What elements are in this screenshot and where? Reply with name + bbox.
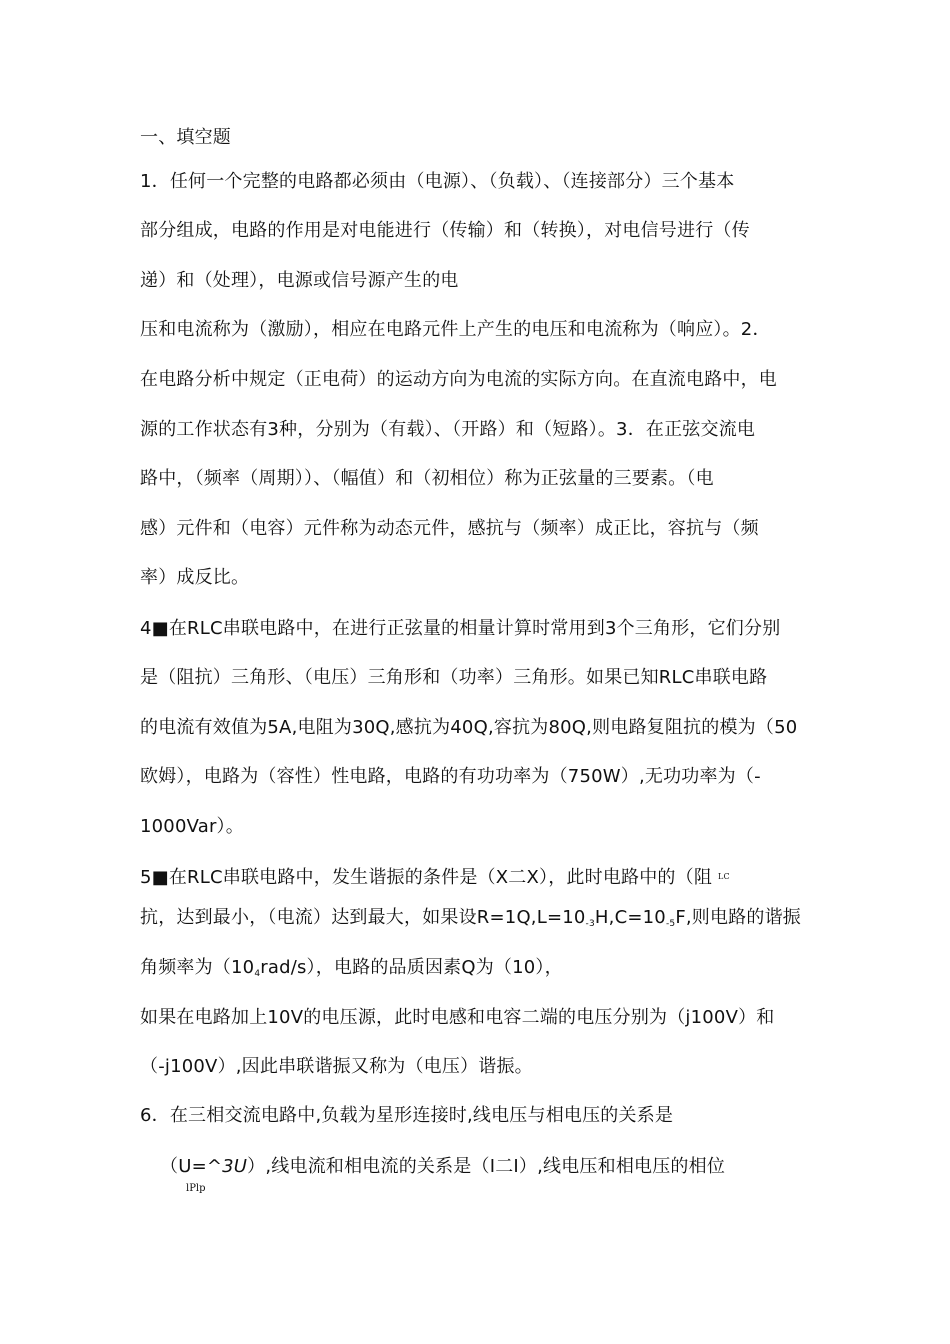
text-line-19: （-j100V）,因此串联谐振又称为（电压）谐振。: [140, 1056, 533, 1077]
text-line-18: 如果在电路加上10V的电压源，此时电感和电容二端的电压分别为（j100V）和: [140, 1007, 775, 1028]
text-line-4: 压和电流称为（激励），相应在电路元件上产生的电压和电流称为（响应）。2．: [140, 319, 771, 340]
text-line-15-subscript: LC: [718, 872, 730, 881]
text-line-21-part-b: ）,线电流和相电流的关系是（I二I）,线电压和相电压的相位: [247, 1156, 726, 1177]
text-line-16-part-a: 抗，达到最小，（电流）达到最大，如果设R=1Q,L=10: [140, 907, 586, 928]
text-line-16-part-b: H,C=10: [594, 907, 666, 928]
text-line-15: [140, 865, 730, 890]
text-line-1: 1．任何一个完整的电路都必须由（电源）、（负载）、（连接部分）三个基本: [140, 171, 735, 192]
text-line-14: 1000Var）。: [140, 816, 244, 837]
text-line-7: 路中，（频率（周期））、（幅值）和（初相位）称为正弦量的三要素。（电: [140, 468, 714, 489]
text-line-21: [160, 1155, 725, 1179]
text-line-9: 率）成反比。: [140, 567, 250, 588]
section-title: 一、填空题: [140, 127, 231, 148]
text-line-13: 欧姆），电路为（容性）性电路，电路的有功功率为（750W）,无功功率为（-: [140, 766, 761, 787]
text-line-12: 的电流有效值为5A,电阻为30Q,感抗为40Q,容抗为80Q,则电路复阻抗的模为（50: [140, 717, 798, 738]
text-line-3: 递）和（处理），电源或信号源产生的电: [140, 270, 459, 291]
text-line-8: 感）元件和（电容）元件称为动态元件，感抗与（频率）成正比，容抗与（频: [140, 518, 759, 539]
text-line-15-main: 5■在RLC串联电路中，发生谐振的条件是（X二X），此时电路中的（阻: [140, 867, 713, 888]
text-line-16: [140, 906, 801, 936]
text-line-21-subscript-note: lPlp: [186, 1183, 206, 1194]
text-line-20: 6．在三相交流电路中,负载为星形连接时,线电压与相电压的关系是: [140, 1105, 674, 1126]
text-line-17-sub: 4: [254, 969, 261, 979]
text-line-10: 4■在RLC串联电路中，在进行正弦量的相量计算时常用到3个三角形，它们分别: [140, 618, 781, 639]
text-line-21-formula: ^3U: [206, 1156, 248, 1177]
text-line-17: [140, 956, 563, 986]
text-line-11: 是（阻抗）三角形、（电压）三角形和（功率）三角形。如果已知RLC串联电路: [140, 667, 768, 688]
text-line-16-part-c: F,则电路的谐振: [675, 907, 801, 928]
text-line-16-sub-2: -5: [665, 919, 676, 929]
text-line-17-part-a: 角频率为（10: [140, 957, 255, 978]
text-line-5: 在电路分析中规定（正电荷）的运动方向为电流的实际方向。在直流电路中，电: [140, 369, 777, 390]
text-line-6: 源的工作状态有3种，分别为（有载）、（开路）和（短路）。3．在正弦交流电: [140, 419, 756, 440]
text-line-16-sub-1: -3: [585, 919, 595, 929]
text-line-2: 部分组成，电路的作用是对电能进行（传输）和（转换），对电信号进行（传: [140, 220, 750, 241]
text-line-21-part-a: （U=: [160, 1156, 207, 1177]
text-line-17-part-b: rad/s），电路的品质因素Q为（10），: [260, 957, 563, 978]
